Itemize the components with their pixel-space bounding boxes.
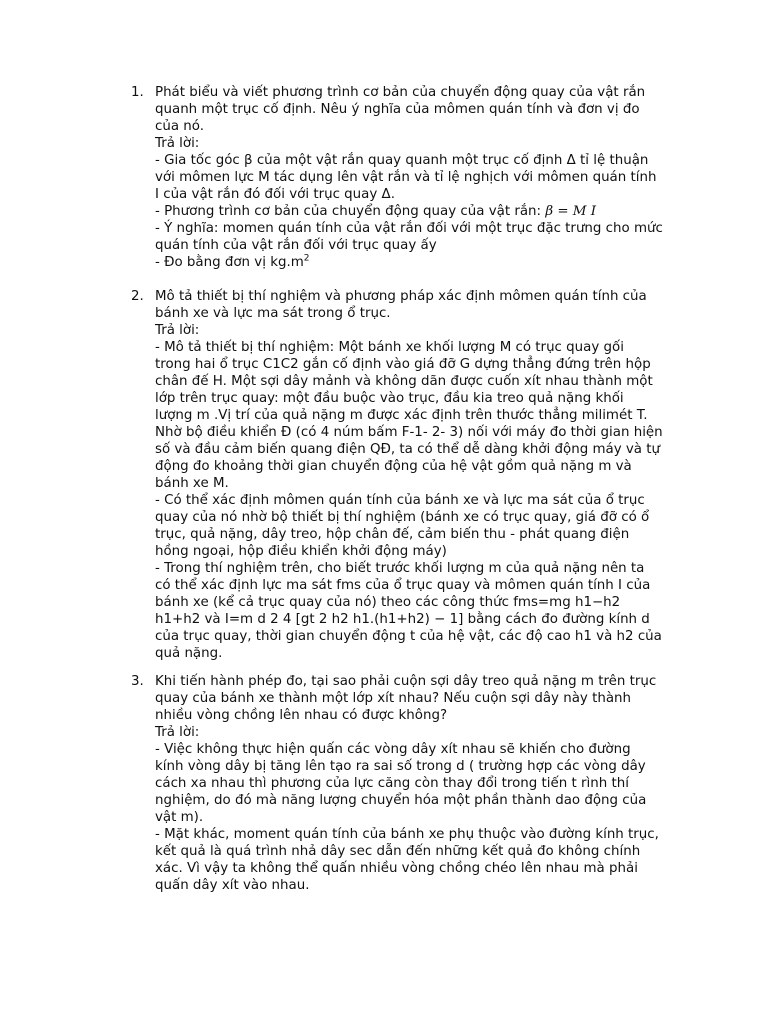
question-number: 1. (131, 85, 144, 100)
answer-label: Trả lời: (155, 725, 200, 740)
answer-text: nghiệm, do đó mà năng lượng chuyển hóa một phần thành dao động của (155, 793, 647, 808)
answer-text: lượng m .Vị trí của quả nặng m được xác định trên thước thẳng milimét T. (155, 408, 648, 423)
question-text: Khi tiến hành phép đo, tại sao phải cuộn sợi dây treo quả nặng m trên trục (155, 674, 657, 689)
answer-label: Trả lời: (155, 323, 200, 338)
answer-text: cách xa nhau thì phương của lực căng còn thay đổi trong tiến t rình thí (155, 776, 629, 791)
answer-text: vật m). (155, 810, 204, 825)
answer-text: - Mô tả thiết bị thí nghiệm: Một bánh xe khối lượng M có trục quay gối (155, 340, 624, 355)
answer-line-unit (155, 254, 715, 271)
answer-text: với mômen lực M tác dụng lên vật rắn và tỉ lệ nghịch với mômen quán tính (155, 170, 657, 185)
answer-label: Trả lời: (155, 136, 200, 151)
answer-text: - Gia tốc góc β của một vật rắn quay quanh một trục cố định Δ tỉ lệ thuận (155, 153, 649, 168)
answer-text: bánh xe (kể cả trục quay của nó) theo các công thức fms=mg h1−h2 (155, 595, 621, 610)
answer-text: động đo khoảng thời gian chuyển động của hệ vật gồm quả nặng m và (155, 459, 632, 474)
answer-text: trục, quả nặng, dây treo, hộp chân đế, cảm biến thu - phát quang điện (155, 527, 630, 542)
answer-text: hồng ngoại, hộp điều khiển khởi động máy) (155, 544, 447, 559)
question-2 (131, 288, 715, 662)
answer-text: quán tính của vật rắn đối với trục quay ấy (155, 238, 437, 253)
question-text: Mô tả thiết bị thí nghiệm và phương pháp xác định mômen quán tính của (155, 289, 647, 304)
answer-text: có thể xác định lực ma sát fms của ổ trục quay và mômen quán tính I của (155, 578, 651, 593)
answer-text: Nhờ bộ điều khiển Đ (có 4 núm bấm F-1- 2- 3) nối với máy đo thời gian hiện (155, 425, 663, 440)
question-text: nhiều vòng chồng lên nhau có được không? (155, 708, 448, 723)
question-text: quay của bánh xe thành một lớp xít nhau? Nếu cuộn sợi dây này thành (155, 691, 632, 706)
answer-text: kính vòng dây bị tăng lên tạo ra sai số trong d ( trường hợp các vòng dây (155, 759, 646, 774)
question-text: Phát biểu và viết phương trình cơ bản của chuyển động quay của vật rắn (155, 85, 646, 100)
rotation-equation: β = M I (545, 204, 597, 219)
answer-text: lớp trên trục quay: một đầu buộc vào trục, đầu kia treo quả nặng khối (155, 391, 624, 406)
answer-text: - Mặt khác, moment quán tính của bánh xe phụ thuộc vào đường kính trục, (155, 827, 659, 842)
answer-text: - Đo bằng đơn vị kg.m (155, 255, 304, 270)
question-text: quanh một trục cố định. Nêu ý nghĩa của mômen quán tính và đơn vị đo (155, 102, 640, 117)
answer-line-with-formula (155, 203, 715, 220)
answer-text: - Ý nghĩa: momen quán tính của vật rắn đối với một trục đặc trưng cho mức (155, 221, 663, 236)
question-number: 2. (131, 289, 144, 304)
question-3 (131, 673, 715, 894)
answer-text: kết quả là quá trình nhả dây sec dẫn đến những kết quả đo không chính (155, 844, 641, 859)
answer-text: quả nặng. (155, 646, 223, 661)
answer-text: - Phương trình cơ bản của chuyển động quay của vật rắn: (155, 204, 546, 219)
answer-text: h1+h2 và I=m d 2 4 [gt 2 h2 h1.(h1+h2) − 1] bằng cách đo đường kính d (155, 612, 650, 627)
answer-text: trong hai ổ trục C1C2 gắn cố định vào giá đỡ G dựng thẳng đứng trên hộp (155, 357, 651, 372)
answer-text: - Có thể xác định mômen quán tính của bánh xe và lực ma sát của ổ trục (155, 493, 645, 508)
question-1 (131, 84, 715, 271)
answer-text: - Trong thí nghiệm trên, cho biết trước khối lượng m của quả nặng nên ta (155, 561, 645, 576)
answer-text: số và đầu cảm biến quang điện QĐ, ta có thể dễ dàng khởi động máy và tự (155, 442, 660, 457)
answer-text: quay của nó nhờ bộ thiết bị thí nghiệm (bánh xe có trục quay, giá đỡ có ổ (155, 510, 650, 525)
question-text: bánh xe và lực ma sát trong ổ trục. (155, 306, 391, 321)
answer-text: quấn dây xít vào nhau. (155, 878, 310, 893)
answer-text: xác. Vì vậy ta không thể quấn nhiều vòng chồng chéo lên nhau mà phải (155, 861, 638, 876)
question-text: của nó. (155, 119, 205, 134)
answer-text: bánh xe M. (155, 476, 229, 491)
answer-text: của trục quay, thời gian chuyển động t của hệ vật, các độ cao h1 và h2 của (155, 629, 662, 644)
answer-text: - Việc không thực hiện quấn các vòng dây xít nhau sẽ khiến cho đường (155, 742, 631, 757)
unit-superscript: 2 (303, 253, 310, 264)
answer-text: I của vật rắn đó đối với trục quay Δ. (155, 187, 395, 202)
answer-text: chân đế H. Một sợi dây mảnh và không dãn được cuốn xít nhau thành một (155, 374, 653, 389)
question-number: 3. (131, 674, 144, 689)
